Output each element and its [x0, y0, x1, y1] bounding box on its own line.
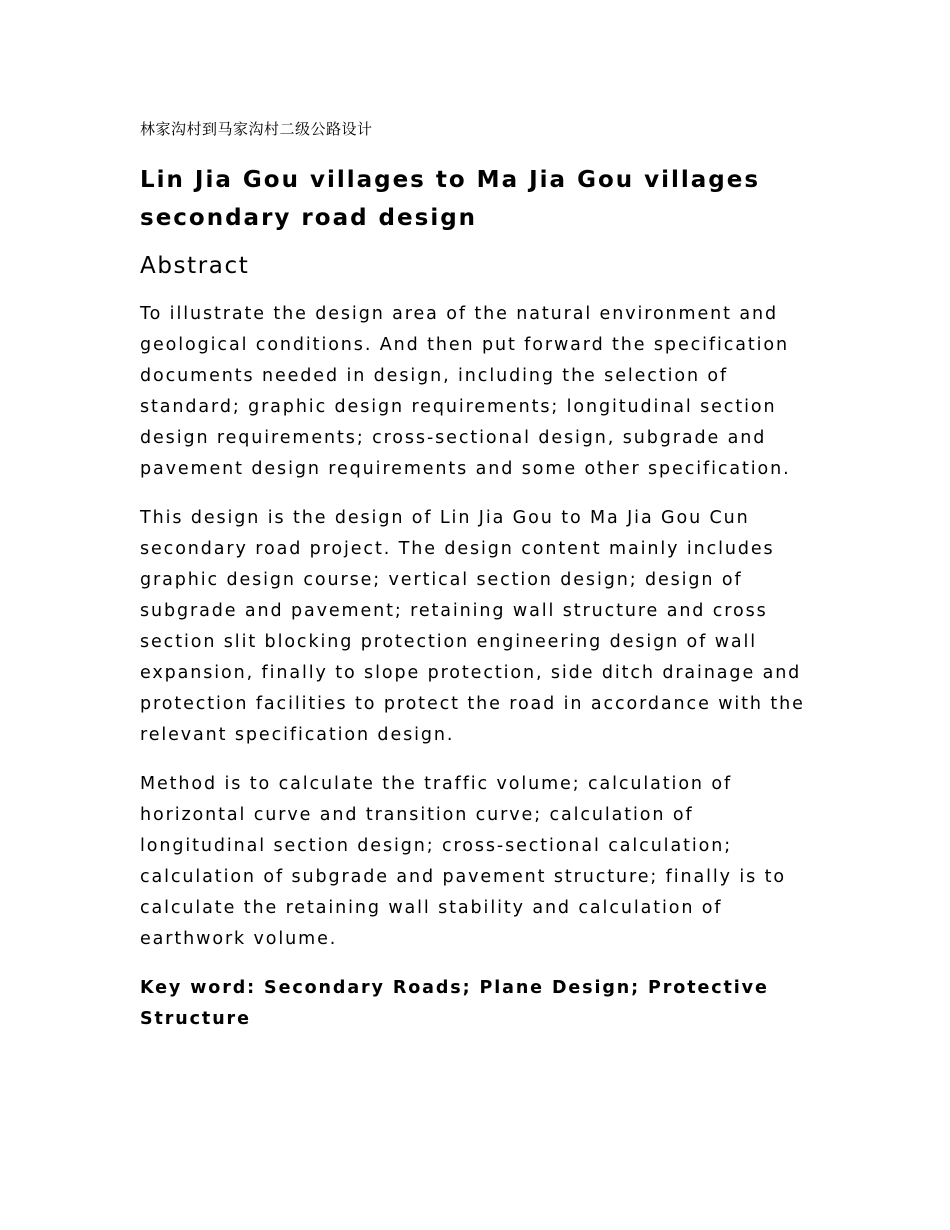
abstract-paragraph-3: Method is to calculate the traffic volume; calculation of horizontal curve and transition curve; calculation of longitudinal section design; cross-sectional calculation; calculation of subgrade and pavement structure; finally is to calculate the retaining wall stability and calculation of earthwork volume. [140, 774, 786, 949]
keywords: Key word: Secondary Roads; Plane Design; Protective Structure [140, 978, 769, 1029]
abstract-paragraph-1: To illustrate the design area of the natural environment and geological conditions. And then put forward the specification documents needed in design, including the selection of standard; graphic design requirements; longitudinal section design requirements; cross-sectional design, subgrade and pavement design requirements and some other specification. [140, 304, 791, 479]
abstract-paragraph-2: This design is the design of Lin Jia Gou to Ma Jia Gou Cun secondary road project. The design content mainly includes graphic design course; vertical section design; design of subgrade and pavement; retaining wall structure and cross section slit blocking protection engineering design of wall expansion, finally to slope protection, side ditch drainage and protection facilities to protect the road in accordance with the relevant specification design. [140, 508, 805, 745]
document-page [140, 119, 820, 1035]
abstract-heading: Abstract [140, 253, 250, 279]
english-title: Lin Jia Gou villages to Ma Jia Gou villages secondary road design [140, 167, 761, 231]
chinese-title: 林家沟村到马家沟村二级公路设计 [140, 120, 373, 138]
